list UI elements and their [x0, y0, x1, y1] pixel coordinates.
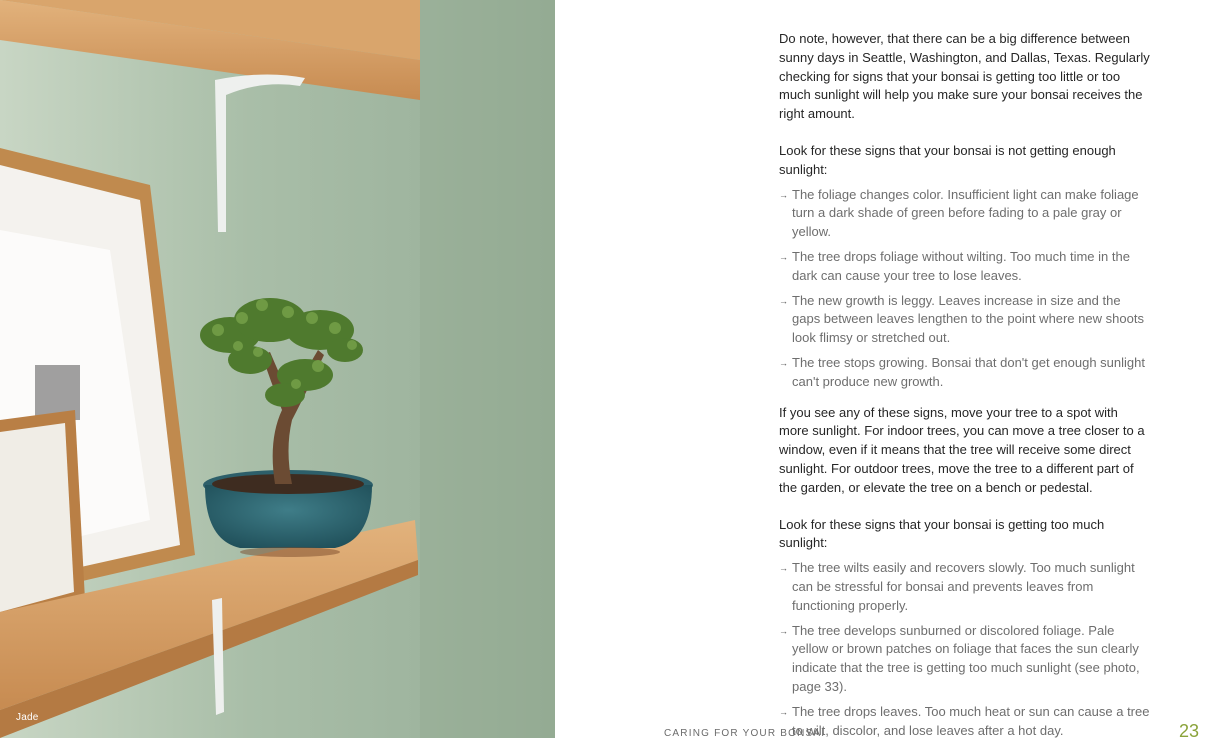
not-enough-list	[779, 186, 1151, 392]
arrow-icon: →	[779, 295, 788, 306]
running-footer: CARING FOR YOUR BONSAI	[664, 728, 826, 739]
intro-paragraph: Do note, however, that there can be a big difference between sunny days in Seattle, Washington, and Dallas, Texas. Regularly checking for signs that your bonsai is getting too little or too much sunlight will help you make sure your bonsai receives the right amount.	[779, 31, 1150, 122]
list-item: → The tree develops sunburned or discolored foliage. Pale yellow or brown patches on foliage that faces the sun clearly indicate that the tree is getting too much sunlight (see photo, page 33).	[779, 622, 1140, 694]
list-item: → The tree drops leaves. Too much heat or sun can cause a tree to wilt, discolor, and lose leaves after a hot day.	[779, 703, 1150, 738]
list-item: → The tree stops growing. Bonsai that don't get enough sunlight can't produce new growth.	[779, 354, 1145, 389]
too-much-heading: Look for these signs that your bonsai is getting too much sunlight:	[779, 516, 1105, 551]
list-item: → The tree drops foliage without wilting. Too much time in the dark can cause your tree to lose leaves.	[779, 248, 1130, 283]
bonsai-illustration	[0, 0, 555, 738]
arrow-icon: →	[779, 563, 788, 574]
remedy-paragraph: If you see any of these signs, move your tree to a spot with more sunlight. For indoor trees, you can move a tree closer to a window, even if it means that the tree will receive some direct sunlight. For outdoor trees, move the tree to a different part of the garden, or elevate the tree on a bench or pedestal.	[779, 404, 1145, 495]
page-number: 23	[1179, 721, 1200, 741]
arrow-icon: →	[779, 357, 788, 368]
arrow-icon: →	[779, 251, 788, 262]
list-item: → The foliage changes color. Insufficient light can make foliage turn a dark shade of green before fading to a pale gray or yellow.	[779, 186, 1139, 240]
not-enough-heading: Look for these signs that your bonsai is not getting enough sunlight:	[779, 142, 1116, 177]
list-item: → The new growth is leggy. Leaves increase in size and the gaps between leaves lengthen to the point where new shoots look flimsy or stretched out.	[779, 292, 1144, 346]
arrow-icon: →	[779, 706, 788, 717]
bonsai-photo	[0, 0, 555, 738]
arrow-icon: →	[779, 625, 788, 636]
list-item: → The tree wilts easily and recovers slowly. Too much sunlight can be stressful for bonsai and prevents leaves from functioning properly.	[779, 560, 1135, 613]
too-much-list	[779, 559, 1151, 740]
photo-caption: Jade	[16, 712, 39, 723]
text-column	[779, 30, 1151, 752]
arrow-icon: →	[779, 189, 788, 200]
